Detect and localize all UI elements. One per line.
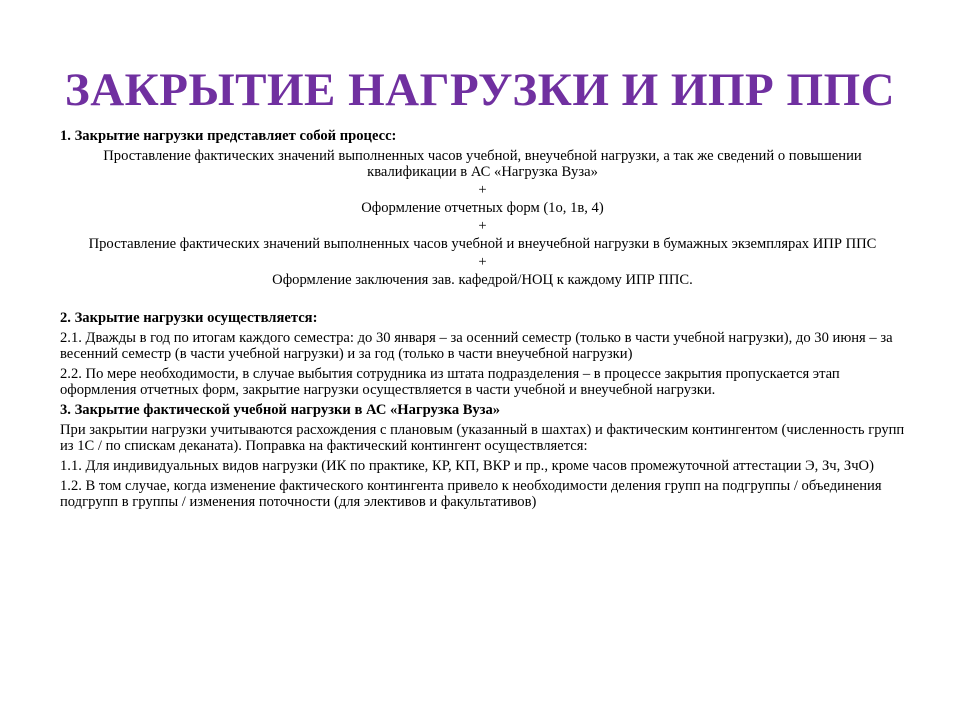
plus-separator: + xyxy=(478,182,487,198)
section-1-item-4: Оформление заключения зав. кафедрой/НОЦ к каждому ИПР ППС. xyxy=(272,272,693,288)
section-2-paragraph-2: 2.2. По мере необходимости, в случае выбытия сотрудника из штата подразделения – в процессе закрытия пропускается этап оформления отчетных форм, закрытие нагрузки осуществляется в части учебной и внеучебной нагрузки. xyxy=(60,366,840,398)
plus-separator: + xyxy=(478,254,487,270)
section-2-paragraph-1: 2.1. Дважды в год по итогам каждого семестра: до 30 января – за осенний семестр (только в части учебной нагрузки), до 30 июня – за весенний семестр (в части учебной нагрузки) и за год (только в части внеучебной нагрузки) xyxy=(60,330,893,362)
section-2-heading: 2. Закрытие нагрузки осуществляется: xyxy=(60,310,318,326)
section-3-paragraph-2: 1.2. В том случае, когда изменение фактического контингента привело к необходимости деления групп на подгруппы / объединения подгрупп в группы / изменения поточности (для элективов и факультативов) xyxy=(60,478,882,510)
section-3-paragraph-1: 1.1. Для индивидуальных видов нагрузки (ИК по практике, КР, КП, ВКР и пр., кроме часов промежуточной аттестации Э, Зч, ЗчО) xyxy=(60,458,874,474)
section-1-item-2: Оформление отчетных форм (1о, 1в, 4) xyxy=(361,200,604,216)
section-3-intro: При закрытии нагрузки учитываются расхождения с плановым (указанный в шахтах) и фактическим контингентом (численность групп из 1С / по спискам деканата). Поправка на фактический контингент осуществляется: xyxy=(60,422,905,454)
plus-separator: + xyxy=(478,218,487,234)
section-1-item-1: Проставление фактических значений выполненных часов учебной, внеучебной нагрузки, а так же сведений о повышении квалификации в АС «Нагрузка Вуза» xyxy=(103,148,862,180)
section-1-item-3: Проставление фактических значений выполненных часов учебной и внеучебной нагрузки в бумажных экземплярах ИПР ППС xyxy=(88,236,877,252)
section-1-heading: 1. Закрытие нагрузки представляет собой процесс: xyxy=(60,128,397,144)
page-title: ЗАКРЫТИЕ НАГРУЗКИ И ИПР ППС xyxy=(64,64,896,116)
section-3-heading: 3. Закрытие фактической учебной нагрузки в АС «Нагрузка Вуза» xyxy=(60,402,501,418)
slide-body xyxy=(60,128,905,510)
